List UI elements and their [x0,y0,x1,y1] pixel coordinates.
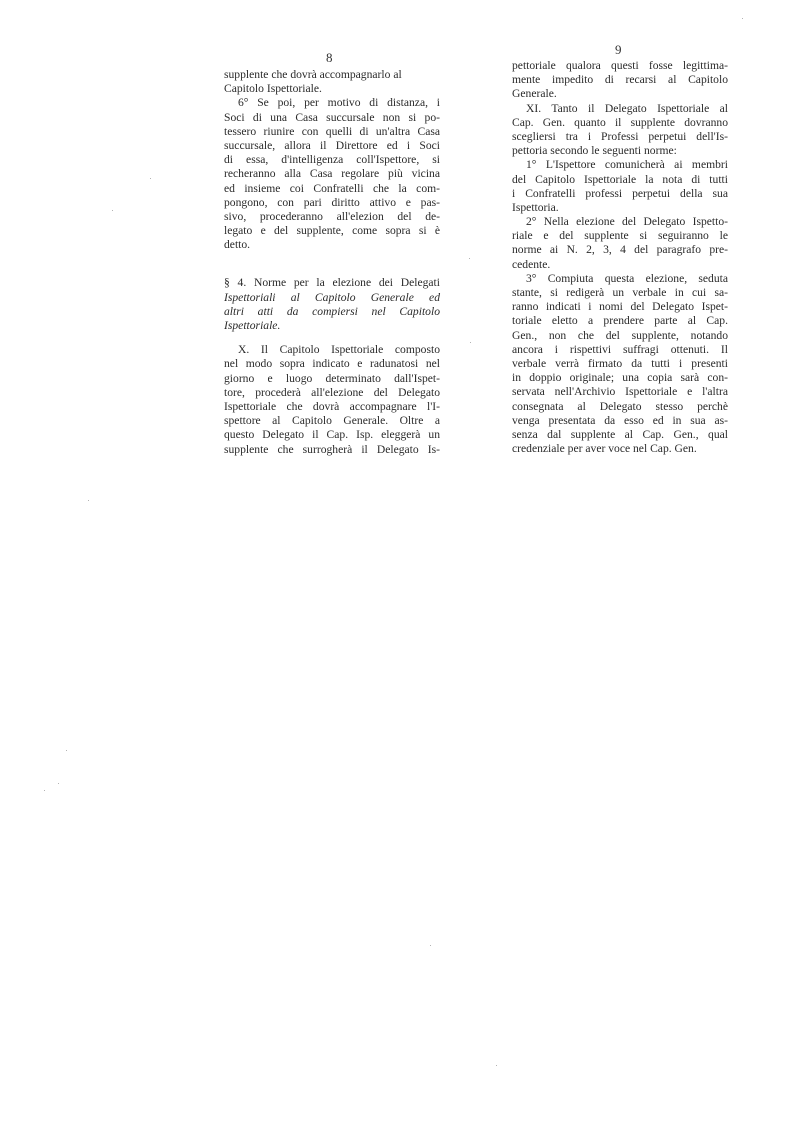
scan-speck [742,18,743,19]
text-line: pongono, con pari diritto attivo e pas- [224,195,440,209]
text-line: toriale eletto a prendere parte al Cap. [512,314,728,328]
scan-speck [430,945,431,946]
page-number-right: 9 [615,42,622,57]
text-line: supplente che dovrà accompagnarlo al [224,68,402,81]
text-line: scegliersi tra i Professi perpetui dell'Is- [512,129,728,143]
scan-speck [496,1065,497,1066]
text-line: recheranno alla Casa regolare più vicina [224,167,440,181]
text-line: sivo, procederanno all'elezion del de- [224,209,440,223]
text-line: i Confratelli professi perpetui della sua [512,186,728,200]
text-line: 3° Compiuta questa elezione, seduta [526,271,728,285]
text-line: tessero riunire con quelli di un'altra Casa [224,124,440,138]
scan-speck [112,210,113,211]
text-line: giorno e luogo determinato dall'Ispet- [224,371,440,385]
text-line: 1° L'Ispettore comunicherà ai membri [526,158,728,172]
text-line: Ispettoria. [512,200,559,214]
text-line: di essa, d'intelligenza coll'Ispettore, si [224,153,440,167]
text-line: Capitolo Ispettoriale. [224,82,322,96]
text-line: nel modo sopra indicato e radunatosi nel [224,357,440,371]
text-line: del Capitolo Ispettoriale la nota di tutti [512,172,728,186]
scan-speck [470,342,471,343]
right-column [512,59,728,456]
scan-speck [469,258,470,259]
text-line: ed insieme coi Confratelli che la com- [224,181,440,195]
text-line: mente impedito di recarsi al Capitolo [512,73,728,87]
text-line: detto. [224,238,251,252]
text-line: XI. Tanto il Delegato Ispettoriale al [526,101,728,115]
text-line: verbale verrà firmato da tutti i presenti [512,356,728,370]
text-line: pettoria secondo le seguenti norme: [512,144,677,158]
text-line: Generale. [512,87,557,101]
text-line: supplente che surrogherà il Delegato Is- [224,442,440,456]
text-line: questo Delegato il Cap. Isp. eleggerà un [224,428,440,442]
text-line: in doppio originale; una copia sarà con- [512,371,728,385]
text-line: 6° Se poi, per motivo di distanza, i [238,96,440,110]
text-line: credenziale per aver voce nel Cap. Gen. [512,442,697,456]
text-line: riale e del supplente si seguiranno le [512,229,728,243]
text-line: tore, procederà all'elezione del Delegato [224,385,440,399]
text-line: 2° Nella elezione del Delegato Ispetto- [526,215,728,229]
text-line: succursale, allora il Direttore ed i Soci [224,138,440,152]
text-line: X. Il Capitolo Ispettoriale composto [238,343,440,357]
text-line: norme ai N. 2, 3, 4 del paragrafo pre- [512,243,728,257]
text-line: Gen., non che del supplente, notando [512,328,728,342]
text-line: consegnata al Delegato stesso perchè [512,399,728,413]
text-line: senza dal supplente al Cap. Gen., qual [512,427,728,441]
text-line: ancora i rispettivi suffragi ottenuti. Il [512,342,728,356]
scan-speck [66,750,67,751]
text-line: Ispettoriale che dovrà accompagnare l'I- [224,399,440,413]
text-line: pettoriale qualora questi fosse legittima- [512,59,728,72]
section-heading-line: § 4. Norme per la elezione dei Delegati [224,276,440,290]
text-line: Soci di una Casa succursale non si po- [224,110,440,124]
text-line: stante, si redigerà un verbale in cui sa- [512,286,728,299]
text-line: spettore al Capitolo Generale. Oltre a [224,414,440,428]
page-number-left: 8 [326,50,333,65]
text-line: cedente. [512,257,551,271]
section-heading-line: altri atti da compiersi nel Capitolo [224,304,440,318]
scan-speck [58,783,59,784]
section-heading-line: Ispettoriali al Capitolo Generale ed [224,290,440,304]
text-line: Cap. Gen. quanto il supplente dovranno [512,115,728,129]
text-line: ranno indicati i nomi del Delegato Ispet- [512,300,728,314]
text-line: legato e del supplente, come sopra si è [224,224,440,238]
text-line: servata nell'Archivio Ispettoriale e l'altra [512,385,728,399]
left-column [224,68,440,457]
section-heading-line: Ispettoriale. [224,319,281,332]
scan-speck [44,790,45,791]
text-line: venga presentata da esso ed in sua as- [512,413,728,427]
scan-speck [150,178,151,179]
scan-speck [88,500,89,501]
